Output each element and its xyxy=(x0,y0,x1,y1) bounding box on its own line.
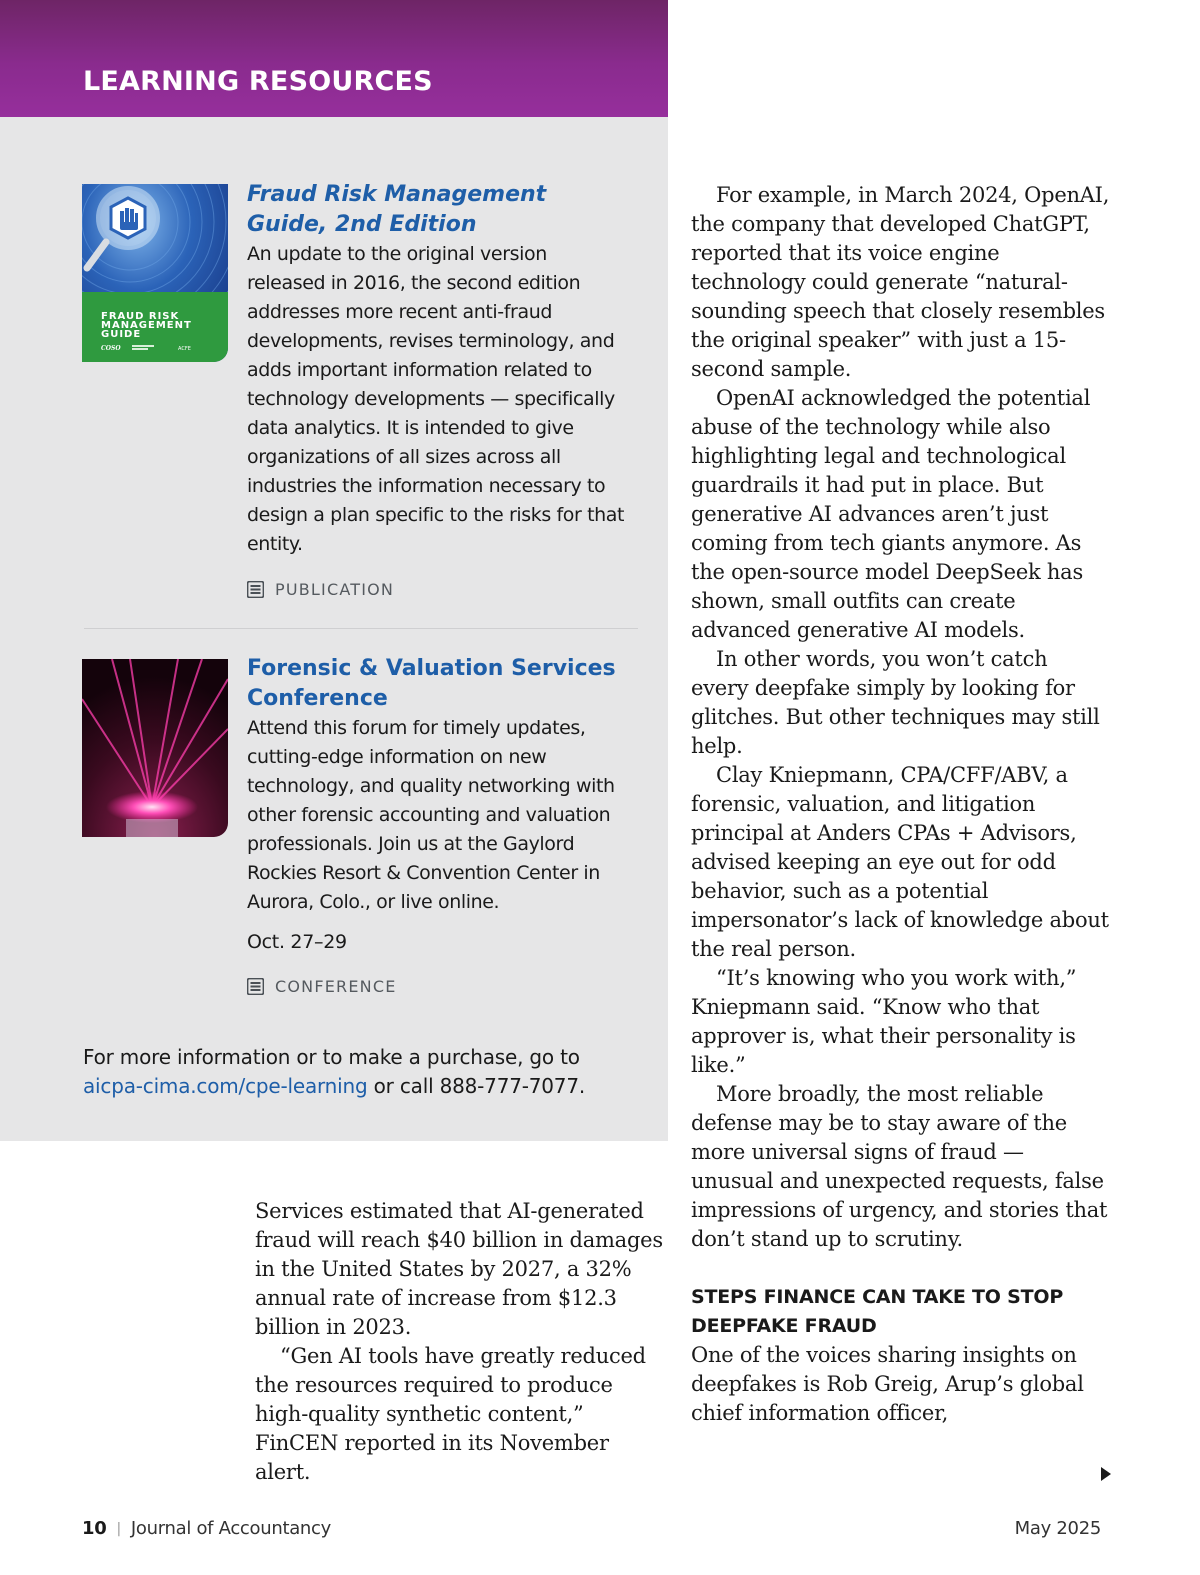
page-footer xyxy=(82,1518,331,1539)
fraud-guide-cover-image[interactable] xyxy=(82,184,228,362)
publication-badge xyxy=(247,580,394,599)
conference-description: Attend this forum for timely updates, cutting-edge information on new technology, and quality networking with other forensic accounting and valuation professionals. Join us at the Gaylord Rockies Resort & Convention Center in Aurora, Colo., or live online. xyxy=(247,717,615,913)
article-paragraph: For example, in March 2024, OpenAI, the company that developed ChatGPT, reported that its voice engine technology could generate “natural-sounding speech that closely resembles the original speaker” with just a 15-second sample. xyxy=(691,183,1110,381)
article-left-column xyxy=(255,1197,665,1487)
document-list-icon xyxy=(247,581,264,598)
divider xyxy=(84,628,638,629)
cover-title-line-3: GUIDE xyxy=(101,329,142,340)
cover-title-line-2: MANAGEMENT xyxy=(101,320,192,331)
document-list-icon xyxy=(247,978,264,995)
conference-image[interactable] xyxy=(82,659,228,837)
more-info-text xyxy=(83,1043,643,1101)
conference-badge xyxy=(247,977,397,996)
cover-title-line-1: FRAUD RISK xyxy=(101,311,180,322)
issue-date: May 2025 xyxy=(1014,1518,1101,1539)
category-label: CONFERENCE xyxy=(275,977,397,996)
article-paragraph: OpenAI acknowledged the potential abuse of the technology while also highlighting legal and technological guardrails it had put in place. But generative AI advances aren’t just coming from tech giants anymore. As the open-source model DeepSeek has shown, small outfits can create advanced generative AI models. xyxy=(691,386,1091,642)
footer-separator: | xyxy=(116,1520,121,1537)
banner-title: LEARNING RESOURCES xyxy=(83,66,433,97)
article-paragraph: Services estimated that AI-generated fraud will reach $40 billion in damages in the United States by 2027, a 32% annual rate of increase from $12.3 billion in 2023. xyxy=(255,1199,663,1339)
conference-title[interactable]: Forensic & Valuation Services Conference xyxy=(247,656,616,711)
article-right-column xyxy=(691,181,1111,1428)
article-paragraph: “It’s knowing who you work with,” Kniepmann said. “Know who that approver is, what their personality is like.” xyxy=(691,966,1077,1077)
more-info-after: or call 888-777-7077. xyxy=(367,1074,586,1098)
continue-arrow-icon xyxy=(1101,1467,1111,1481)
cover-logo-acfe: ACFE xyxy=(178,346,191,352)
cover-logo-coso: COSO xyxy=(101,345,121,352)
cpe-learning-link[interactable]: aicpa-cima.com/cpe-learning xyxy=(83,1074,368,1098)
category-label: PUBLICATION xyxy=(275,580,395,599)
section-banner xyxy=(0,0,668,117)
article-paragraph: “Gen AI tools have greatly reduced the resources required to produce high-quality synthetic content,” FinCEN reported in its November alert. xyxy=(255,1344,646,1484)
article-paragraph: More broadly, the most reliable defense may be to stay aware of the more universal signs of fraud — unusual and unexpected requests, false impressions of urgency, and stories that don’t stand up to scrutiny. xyxy=(691,1082,1108,1251)
fraud-guide-title[interactable]: Fraud Risk Management Guide, 2nd Edition xyxy=(247,182,547,237)
article-paragraph: Clay Kniepmann, CPA/CFF/ABV, a forensic, valuation, and litigation principal at Anders CPAs + Advisors, advised keeping an eye out for odd behavior, such as a potential impersonator’s lack of knowledge about the real person. xyxy=(691,763,1109,961)
article-paragraph: One of the voices sharing insights on deepfakes is Rob Greig, Arup’s global chief information officer, xyxy=(691,1343,1084,1425)
page-number: 10 xyxy=(82,1518,107,1539)
conference-date: Oct. 27–29 xyxy=(247,931,347,953)
more-info-before: For more information or to make a purchase, go to xyxy=(83,1045,580,1069)
section-subhead: STEPS FINANCE CAN TAKE TO STOP DEEPFAKE FRAUD xyxy=(691,1286,1064,1337)
publication-name: Journal of Accountancy xyxy=(130,1518,331,1539)
article-paragraph: In other words, you won’t catch every deepfake simply by looking for glitches. But other techniques may still help. xyxy=(691,647,1100,758)
fraud-guide-description: An update to the original version released in 2016, the second edition addresses more recent anti-fraud developments, revises terminology, and adds important information related to technology developments — specifically data analytics. It is intended to give organizations of all sizes across all industries the information necessary to design a plan specific to the risks for that entity. xyxy=(247,243,625,555)
